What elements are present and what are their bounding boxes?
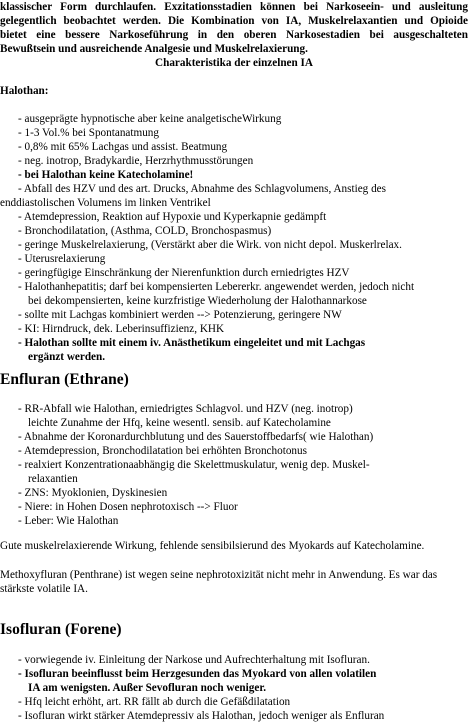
list-item: - Niere: in Hohen Dosen nephrotoxisch --> Fluor: [18, 501, 238, 513]
paragraph-line: stärkste volatile IA.: [0, 583, 88, 595]
list-item: - geringfügige Einschränkung der Nierenfunktion durch erniedrigtes HZV: [18, 267, 350, 279]
list-item: - ausgeprägte hypnotische aber keine analgetischeWirkung: [18, 113, 282, 125]
section-heading-characteristics: Charakteristika der einzelnen IA: [155, 57, 313, 69]
list-item: - 1-3 Vol.% bei Spontanatmung: [18, 127, 159, 139]
list-item: - RR-Abfall wie Halothan, erniedrigtes Schlagvol. und HZV (neg. inotrop): [18, 403, 353, 415]
list-item: - Abnahme der Koronardurchblutung und des Sauerstoffbedarfs( wie Halothan): [18, 431, 374, 443]
list-item: leichte Zunahme der Hfq, keine wesentl. sensib. auf Katecholamine: [28, 417, 331, 429]
list-item: - Atemdepression, Reaktion auf Hypoxie und Kyperkapnie gedämpft: [18, 211, 327, 223]
halothan-list: [0, 112, 468, 364]
intro-line: Bewußtsein und ausreichende Analgesie und Muskelrelaxierung.: [0, 43, 308, 55]
list-item: bei dekompensierten, keine kurzfristige Wiederholung der Halothannarkose: [28, 295, 367, 307]
isofluran-list: [0, 653, 468, 723]
list-item: - Hfq leicht erhöht, art. RR fällt ab durch die Gefäßdilatation: [18, 696, 291, 708]
list-item: - Halothanhepatitis; darf bei kompensierten Lebererkr. angewendet werden, jedoch nicht: [18, 281, 415, 293]
list-item: - Leber: Wie Halothan: [18, 515, 119, 527]
list-item: - 0,8% mit 65% Lachgas und assist. Beatmung: [18, 141, 228, 153]
intro-line: gelegentlich beobachtet werden. Die Kombination von IA, Muskelrelaxantien und Opioide: [0, 15, 468, 27]
list-item: - ZNS: Myoklonien, Dyskinesien: [18, 487, 168, 499]
intro-line: bietet eine bessere Narkoseführung in den oberen Narkosestadien bei ausgeschalteten: [0, 29, 468, 41]
list-item: - KI: Hirndruck, dek. Leberinsuffizienz, KHK: [18, 323, 225, 335]
list-item: - geringe Muskelrelaxierung, (Verstärkt aber die Wirk. von nicht depol. Muskerlrelax.: [18, 239, 402, 251]
list-item: enddiastolischen Volumens im linken Ventrikel: [0, 197, 211, 209]
paragraph-line: Gute muskelrelaxierende Wirkung, fehlende sensibilsierund des Myokards auf Katecholamine.: [0, 540, 425, 552]
list-item: - neg. inotrop, Bradykardie, Herzrhythmusstörungen: [18, 155, 254, 167]
paragraph-line: Methoxyfluran (Penthrane) ist wegen seine nephrotoxizität nicht mehr in Anwendung. Es war das: [0, 569, 438, 581]
paragraph-muscle-relaxing: [0, 539, 468, 553]
intro-line: klassischer Form durchlaufen. Exzitationsstadien können bei Narkoseein- und ausleitung: [0, 1, 468, 13]
list-item: - vorwiegende iv. Einleitung der Narkose und Aufrechterhaltung mit Isofluran.: [18, 654, 370, 666]
list-item: - Isofluran beeinflusst beim Herzgesunden das Myokard von allen volatilen: [18, 668, 377, 680]
list-item: - realxiert Konzentrationaabhängig die Skelettmuskulatur, wenig dep. Muskel-: [18, 459, 370, 471]
list-item: - Halothan sollte mit einem iv. Anästhetikum eingeleitet und mit Lachgas: [18, 337, 366, 349]
list-item: - Atemdepression, Bronchodilatation bei erhöhten Bronchotonus: [18, 445, 307, 457]
list-item: - Isofluran wirkt stärker Atemdepressiv als Halothan, jedoch weniger als Enfluran: [18, 710, 385, 722]
list-item: ergänzt werden.: [28, 351, 106, 363]
paragraph-methoxyfluran: [0, 568, 468, 596]
list-item: - Bronchodilatation, (Asthma, COLD, Bronchospasmus): [18, 225, 272, 237]
list-item: - Abfall des HZV und des art. Drucks, Abnahme des Schlagvolumens, Anstieg des: [18, 183, 386, 195]
list-item: IA am wenigsten. Außer Sevofluran noch weniger.: [28, 682, 267, 694]
list-item: - Uterusrelaxierung: [18, 253, 106, 265]
enfluran-list: [0, 402, 468, 528]
heading-halothan: Halothan:: [0, 85, 49, 97]
list-item: - sollte mit Lachgas kombiniert werden --> Potenzierung, geringere NW: [18, 309, 342, 321]
heading-enfluran: Enfluran (Ethrane): [0, 371, 129, 388]
heading-isofluran: Isofluran (Forene): [0, 621, 122, 638]
intro-paragraph: [0, 0, 468, 56]
list-item: relaxantien: [28, 473, 78, 485]
list-item: - bei Halothan keine Katecholamine!: [18, 169, 194, 181]
